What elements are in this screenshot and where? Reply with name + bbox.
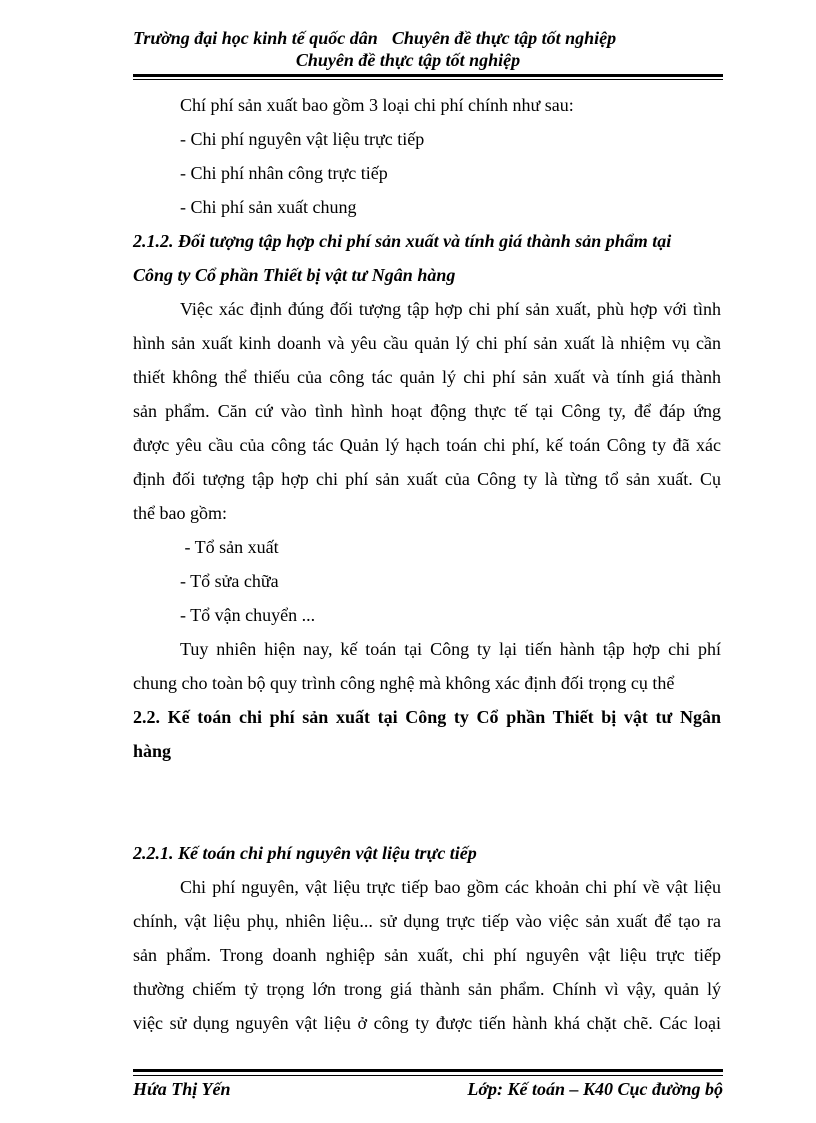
page-header	[133, 28, 616, 49]
footer-class: Lớp: Kế toán – K40 Cục đường bộ	[467, 1079, 723, 1099]
paragraph-line: thiết không thể thiếu của công tác quản lý chi phí sản xuất và tính giá thành	[133, 367, 721, 387]
section-heading-2-2-cont: hàng	[133, 741, 172, 761]
header-rule-thick	[133, 74, 723, 77]
cost-item: - Chi phí nguyên vật liệu trực tiếp	[180, 129, 425, 149]
header-report: Chuyên đề thực tập tốt nghiệp	[391, 28, 617, 48]
paragraph-line: định đối tượng tập hợp chi phí sản xuất của Công ty là từng tổ sản xuất. Cụ	[133, 469, 721, 489]
header-rule-thin	[133, 79, 723, 80]
section-heading-2-2: 2.2. Kế toán chi phí sản xuất tại Công ty Cổ phần Thiết bị vật tư Ngân	[133, 707, 721, 727]
paragraph-line: sản phẩm. Trong doanh nghiệp sản xuất, chi phí nguyên vật liệu trực tiếp	[133, 945, 721, 965]
paragraph-line: thường chiếm tỷ trọng lớn trong giá thành sản phẩm. Chính vì vậy, quản lý	[133, 979, 721, 999]
unit-item: - Tổ vận chuyển ...	[180, 605, 316, 625]
footer-rule-thin	[133, 1075, 723, 1076]
paragraph-line: thể bao gồm:	[133, 503, 227, 523]
document-body	[133, 88, 721, 1040]
paragraph-line: chính, vật liệu phụ, nhiên liệu... sử dụng trực tiếp vào việc sản xuất để tạo ra	[133, 911, 721, 931]
unit-item: - Tổ sửa chữa	[180, 571, 279, 591]
paragraph-line: được yêu cầu của công tác Quản lý hạch toán chi phí, kế toán Công ty đã xác	[133, 435, 721, 455]
paragraph-line: Việc xác định đúng đối tượng tập hợp chi phí sản xuất, phù hợp với tình	[180, 299, 721, 319]
paragraph-line: Chi phí nguyên, vật liệu trực tiếp bao gồm các khoản chi phí về vật liệu	[180, 877, 721, 897]
paragraph-line: sản phẩm. Căn cứ vào tình hình hoạt động thực tế tại Công ty, để đáp ứng	[133, 401, 721, 421]
section-heading-2-1-2-cont: Công ty Cổ phần Thiết bị vật tư Ngân hàng	[133, 265, 456, 285]
section-heading-2-2-1: 2.2.1. Kế toán chi phí nguyên vật liệu trực tiếp	[133, 843, 477, 863]
header-school: Trường đại học kinh tế quốc dân	[133, 28, 378, 48]
footer-author: Hứa Thị Yến	[133, 1079, 231, 1099]
footer-rule-thick	[133, 1069, 723, 1072]
unit-item: - Tổ sản xuất	[180, 537, 279, 557]
paragraph-line: chung cho toàn bộ quy trình công nghệ mà không xác định đối trọng cụ thể	[133, 673, 675, 693]
header-subtitle: Chuyên đề thực tập tốt nghiệp	[295, 50, 521, 70]
paragraph-line: hình sản xuất kinh doanh và yêu cầu quản lý chi phí sản xuất là nhiệm vụ cần	[133, 333, 721, 353]
paragraph-line: Tuy nhiên hiện nay, kế toán tại Công ty lại tiến hành tập hợp chi phí	[180, 639, 721, 659]
section-heading-2-1-2: 2.1.2. Đối tượng tập hợp chi phí sản xuất và tính giá thành sản phẩm tại	[133, 231, 672, 251]
blank-space	[133, 768, 721, 836]
intro-line: Chí phí sản xuất bao gồm 3 loại chi phí chính như sau:	[180, 95, 574, 115]
cost-item: - Chi phí nhân công trực tiếp	[180, 163, 388, 183]
paragraph-line: việc sử dụng nguyên vật liệu ở công ty được tiến hành khá chặt chẽ. Các loại	[133, 1013, 721, 1033]
cost-item: - Chi phí sản xuất chung	[180, 197, 357, 217]
